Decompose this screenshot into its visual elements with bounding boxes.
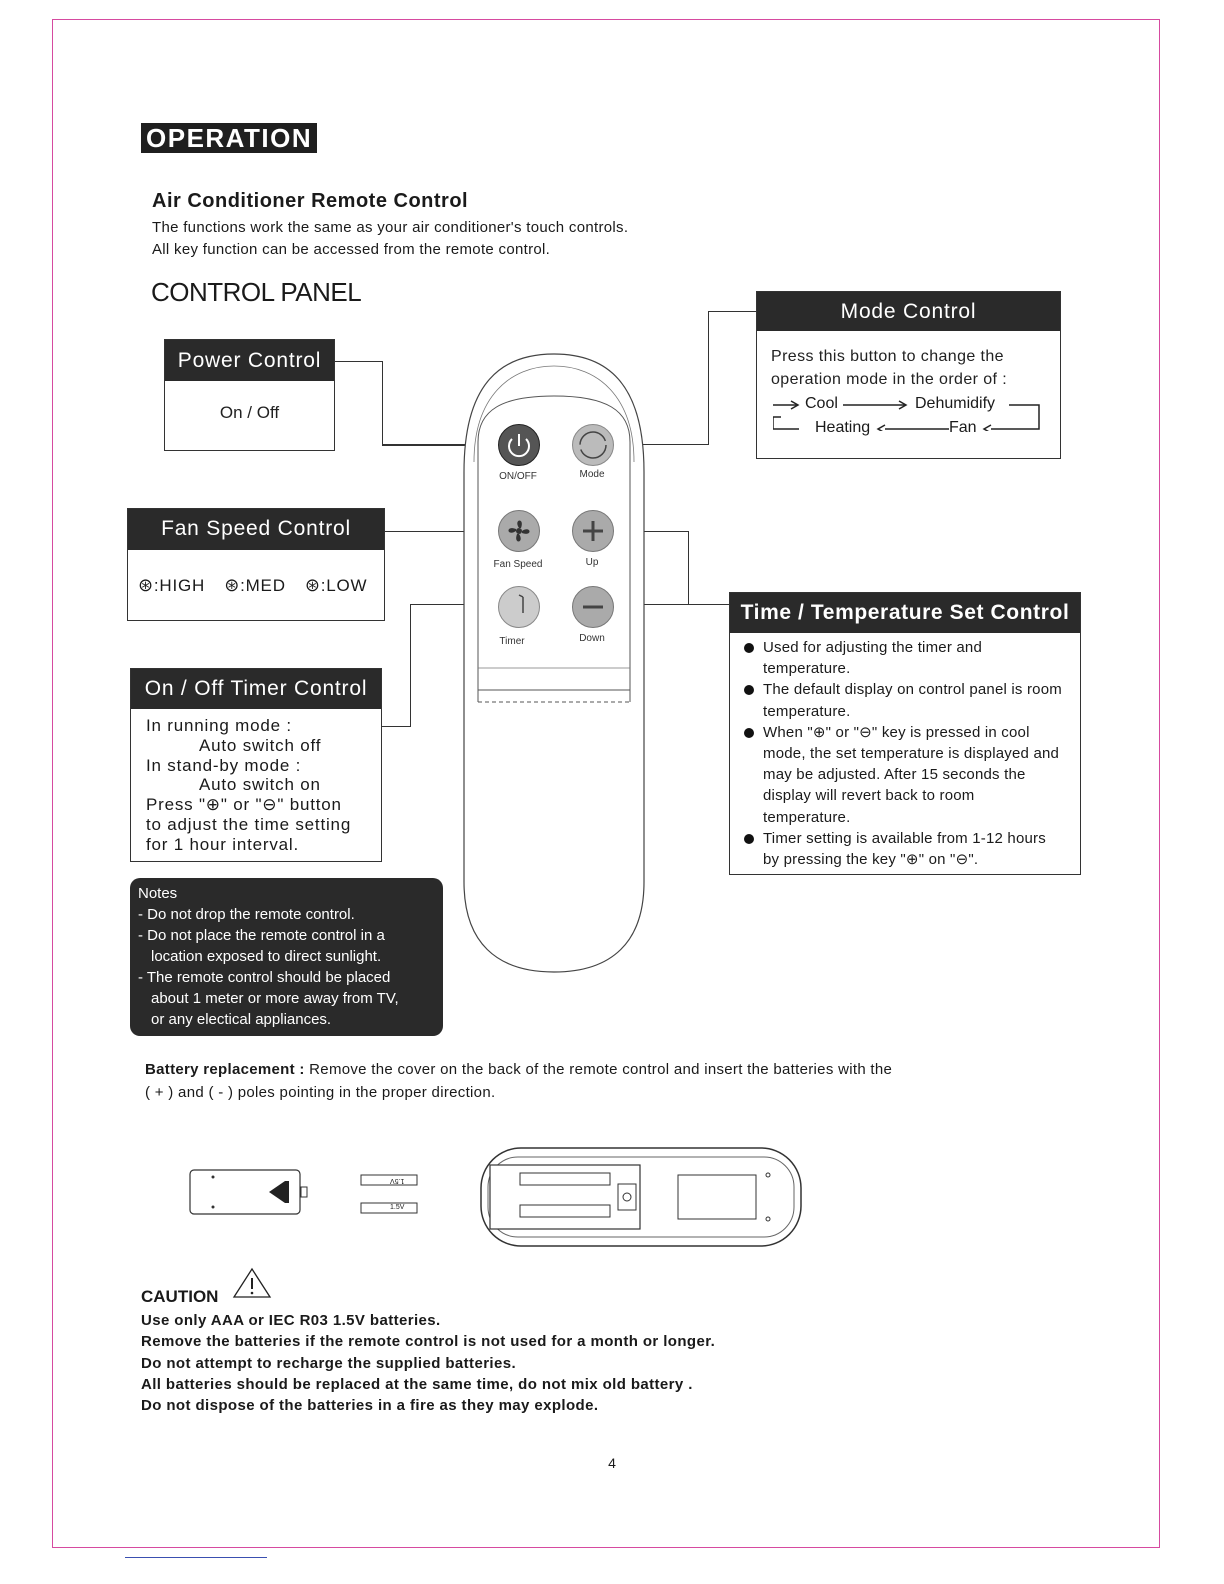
- mode-desc-line-1: Press this button to change the: [771, 348, 1004, 365]
- mode-button[interactable]: [572, 424, 614, 466]
- clock-icon: [499, 587, 539, 627]
- connector-line: [382, 361, 383, 445]
- timer-button[interactable]: [498, 586, 540, 628]
- battery-label: Battery replacement :: [145, 1061, 305, 1078]
- timer-line: to adjust the time setting: [146, 814, 352, 834]
- down-button[interactable]: [572, 586, 614, 628]
- warning-triangle: [232, 1267, 272, 1299]
- fan-med-icon: ⊛: [224, 575, 241, 595]
- timer-line: Auto switch on: [199, 775, 321, 795]
- bullet-icon: [744, 685, 754, 695]
- down-button-label: Down: [579, 633, 605, 644]
- section-subtitle: Air Conditioner Remote Control: [152, 190, 469, 212]
- caution-list: [141, 1310, 715, 1416]
- timer-line: In running mode :: [146, 716, 292, 735]
- bullet-icon: [744, 834, 754, 844]
- power-control-title: Power Control: [165, 340, 334, 381]
- remote-outline: [462, 352, 646, 974]
- mode-heating: Heating: [815, 419, 871, 436]
- up-button[interactable]: [572, 510, 614, 552]
- plus-icon: [573, 511, 613, 551]
- intro-line-1: The functions work the same as your air conditioner's touch controls.: [152, 219, 629, 236]
- fan-low-icon: ⊛: [304, 575, 321, 595]
- power-icon: [499, 425, 539, 465]
- fan-speed-button[interactable]: [498, 510, 540, 552]
- temperature-control-box: [729, 592, 1081, 875]
- batteries-illustration: [360, 1173, 420, 1215]
- mode-control-title: Mode Control: [757, 292, 1060, 331]
- notes-line: - The remote control should be placed: [138, 969, 391, 986]
- page-number: 4: [608, 1455, 616, 1471]
- footer-line: [125, 1557, 267, 1558]
- up-button-label: Up: [585, 557, 599, 568]
- connector-line: [410, 604, 411, 727]
- battery-label-2: 1.5V: [390, 1204, 405, 1211]
- battery-label-1: 1.5V: [390, 1177, 405, 1184]
- mode-icon: [573, 425, 613, 465]
- remote-control-illustration: [462, 352, 646, 974]
- timer-line: Auto switch off: [199, 735, 322, 755]
- caution-line: Do not dispose of the batteries in a fire as they may explode.: [141, 1397, 599, 1415]
- timer-line: In stand-by mode :: [146, 755, 302, 775]
- mode-cycle-diagram: [773, 395, 1041, 436]
- temperature-note: The default display on control panel is room temperature.: [730, 679, 1064, 721]
- connector-line: [688, 531, 689, 604]
- fan-speed-title: Fan Speed Control: [128, 509, 384, 550]
- notes-line: - Do not drop the remote control.: [138, 906, 355, 923]
- caution-title: CAUTION: [141, 1287, 219, 1306]
- notes-line: location exposed to direct sunlight.: [151, 948, 382, 965]
- caution-line: Remove the batteries if the remote control is not used for a month or longer.: [141, 1333, 716, 1351]
- fan-high: :HIGH: [153, 576, 206, 595]
- power-control-body: On / Off: [219, 403, 280, 422]
- mode-fan: Fan: [949, 419, 977, 436]
- bullet-icon: [744, 728, 754, 738]
- connector-line: [708, 311, 709, 445]
- temperature-note: Used for adjusting the timer and temperature.: [730, 637, 1064, 679]
- notes-box: [130, 878, 443, 1036]
- remote-back-illustration: [480, 1147, 802, 1247]
- fan-med: :MED: [240, 576, 286, 595]
- bullet-icon: [744, 643, 754, 653]
- connector-line: [333, 361, 383, 362]
- power-control-box: [164, 339, 335, 451]
- minus-icon: [573, 587, 613, 627]
- caution-line: Do not attempt to recharge the supplied batteries.: [141, 1354, 517, 1372]
- notes-title: Notes: [138, 885, 178, 902]
- control-panel-title: CONTROL PANEL: [151, 277, 362, 307]
- connector-line: [380, 726, 411, 727]
- page-heading: OPERATION: [141, 123, 317, 153]
- temperature-control-title: Time / Temperature Set Control: [730, 593, 1080, 633]
- power-button[interactable]: [498, 424, 540, 466]
- battery-cover-illustration: [189, 1168, 309, 1216]
- fan-speed-control-box: [127, 508, 385, 621]
- temperature-notes: [730, 633, 1080, 870]
- mode-dehumidify: Dehumidify: [915, 395, 996, 412]
- timer-button-label: Timer: [499, 636, 525, 647]
- power-button-label: ON/OFF: [499, 471, 537, 482]
- timer-control-box: [130, 668, 382, 862]
- caution-line: Use only AAA or IEC R03 1.5V batteries.: [141, 1312, 441, 1329]
- notes-line: about 1 meter or more away from TV,: [151, 990, 399, 1007]
- timer-line: Press "⊕" or "⊖" button: [146, 795, 342, 815]
- intro-line-2: All key function can be accessed from the remote control.: [152, 241, 551, 258]
- mode-cool: Cool: [805, 395, 838, 412]
- battery-text-1: Remove the cover on the back of the remote control and insert the batteries with the: [304, 1061, 893, 1078]
- notes-line: - Do not place the remote control in a: [138, 927, 385, 944]
- timer-control-title: On / Off Timer Control: [131, 669, 381, 709]
- mode-desc-line-2: operation mode in the order of :: [771, 371, 1008, 388]
- mode-control-box: [756, 291, 1061, 459]
- battery-text-2: ( + ) and ( - ) poles pointing in the proper direction.: [145, 1084, 496, 1101]
- remote-back-drawing: [480, 1147, 802, 1247]
- mode-button-label: Mode: [579, 469, 605, 480]
- connector-line: [708, 311, 756, 312]
- temperature-note: When "⊕" or "⊖" key is pressed in cool mode, the set temperature is displayed and may be adjusted. After 15 seconds the display will revert back to room temperature.: [730, 722, 1064, 828]
- fan-speed-button-label: Fan Speed: [493, 559, 543, 570]
- fan-high-icon: ⊛: [138, 575, 154, 595]
- notes-line: or any electical appliances.: [151, 1011, 332, 1028]
- battery-instructions: [145, 1058, 1015, 1104]
- caution-line: All batteries should be replaced at the same time, do not mix old battery .: [141, 1375, 693, 1393]
- fan-icon: [499, 511, 539, 551]
- fan-low: :LOW: [320, 576, 368, 595]
- timer-line: for 1 hour interval.: [146, 834, 300, 854]
- temperature-note: Timer setting is available from 1-12 hours by pressing the key "⊕" on "⊖".: [730, 828, 1064, 870]
- warning-icon: [232, 1267, 272, 1299]
- battery-cover-drawing: [189, 1168, 309, 1216]
